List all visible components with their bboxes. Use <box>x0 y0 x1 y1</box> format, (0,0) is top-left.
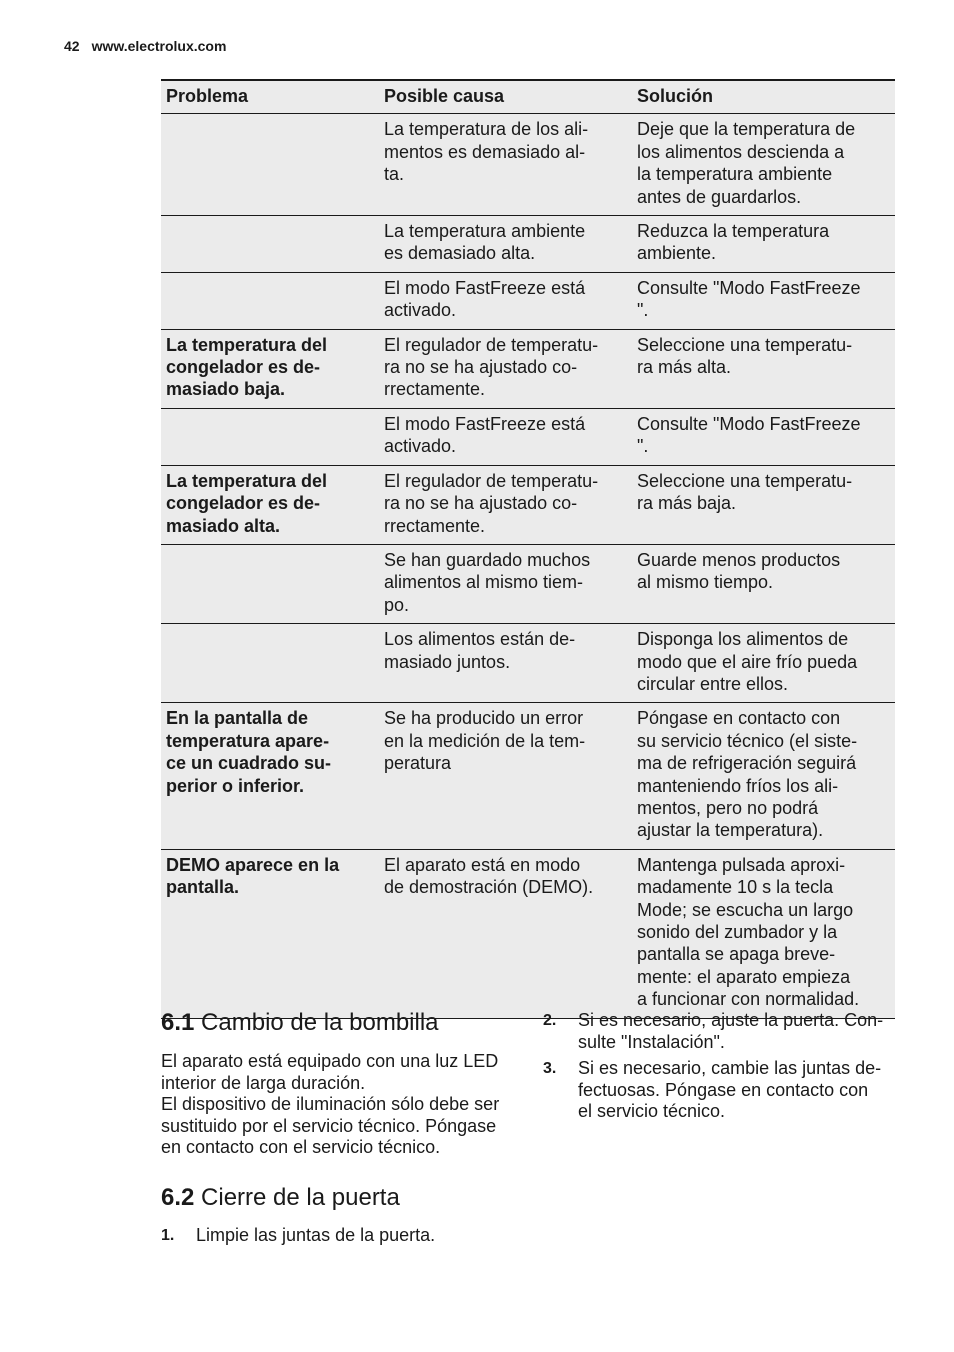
problem-cell <box>161 408 379 465</box>
cause-cell: Se han guardado muchos alimentos al mismo tiem- po. <box>379 544 632 623</box>
column-header-solution: Solución <box>632 80 895 114</box>
cause-cell: El regulador de temperatu- ra no se ha ajustado co- rrectamente. <box>379 329 632 408</box>
solution-cell: Disponga los alimentos de modo que el aire frío pueda circular entre ellos. <box>632 624 895 703</box>
page-number: 42 <box>64 38 80 54</box>
section-door <box>161 1183 521 1247</box>
column-header-problem: Problema <box>161 80 379 114</box>
step-number: 1. <box>161 1226 175 1244</box>
solution-cell: Consulte "Modo FastFreeze ". <box>632 408 895 465</box>
solution-cell: Deje que la temperatura de los alimentos descienda a la temperatura ambiente antes de guardarlos. <box>632 114 895 216</box>
step-text: Limpie las juntas de la puerta. <box>196 1224 436 1245</box>
cause-cell: La temperatura de los ali- mentos es demasiado al- ta. <box>379 114 632 216</box>
section-number: 6.1 <box>161 1009 195 1036</box>
table-row <box>161 703 895 849</box>
page-header <box>64 38 226 54</box>
table-header-row <box>161 80 895 114</box>
troubleshooting-table <box>161 79 895 1019</box>
problem-cell: DEMO aparece en la pantalla. <box>161 849 379 1018</box>
solution-cell: Seleccione una temperatu- ra más alta. <box>632 329 895 408</box>
table-row <box>161 408 895 465</box>
section-heading-bulb <box>161 1008 521 1038</box>
section-bulb <box>161 1008 521 1159</box>
cause-cell: La temperatura ambiente es demasiado alta. <box>379 216 632 273</box>
table-row <box>161 624 895 703</box>
step-text: Si es necesario, cambie las juntas de- fectuosas. Póngase en contacto con el servicio técnico. <box>578 1058 882 1121</box>
cause-cell: El regulador de temperatu- ra no se ha ajustado co- rrectamente. <box>379 465 632 544</box>
solution-cell: Guarde menos productos al mismo tiempo. <box>632 544 895 623</box>
cause-cell: El modo FastFreeze está activado. <box>379 272 632 329</box>
column-header-cause: Posible causa <box>379 80 632 114</box>
cause-cell: El modo FastFreeze está activado. <box>379 408 632 465</box>
table-row <box>161 849 895 1018</box>
table-row <box>161 544 895 623</box>
problem-cell: En la pantalla de temperatura apare- ce un cuadrado su- perior o inferior. <box>161 703 379 849</box>
website-link: www.electrolux.com <box>91 38 227 54</box>
door-steps-list-continued <box>543 1010 899 1123</box>
door-steps-list <box>161 1225 521 1247</box>
table-body <box>161 114 895 1018</box>
solution-cell: Reduzca la temperatura ambiente. <box>632 216 895 273</box>
section-title: Cierre de la puerta <box>201 1183 400 1211</box>
section-title: Cambio de la bombilla <box>201 1009 439 1036</box>
right-column <box>543 1010 899 1128</box>
problem-cell: La temperatura del congelador es de- masiado baja. <box>161 329 379 408</box>
cause-cell: El aparato está en modo de demostración (DEMO). <box>379 849 632 1018</box>
table-row <box>161 216 895 273</box>
problem-cell: La temperatura del congelador es de- masiado alta. <box>161 465 379 544</box>
step-text: Si es necesario, ajuste la puerta. Con- sulte "Instalación". <box>578 1010 884 1052</box>
solution-cell: Seleccione una temperatu- ra más baja. <box>632 465 895 544</box>
section-heading-door <box>161 1183 521 1213</box>
problem-cell <box>161 544 379 623</box>
table-row <box>161 114 895 216</box>
list-item <box>543 1058 899 1123</box>
table-row <box>161 329 895 408</box>
table-row <box>161 272 895 329</box>
problem-cell <box>161 114 379 216</box>
step-number: 3. <box>543 1060 557 1077</box>
solution-cell: Consulte "Modo FastFreeze ". <box>632 272 895 329</box>
solution-cell: Póngase en contacto con su servicio técnico (el siste- ma de refrigeración seguirá manteniendo fríos los ali- mentos, pero no podrá ajustar la temperatura). <box>632 703 895 849</box>
problem-cell <box>161 624 379 703</box>
list-item <box>161 1225 521 1247</box>
step-number: 2. <box>543 1012 557 1029</box>
list-item <box>543 1010 899 1053</box>
table-row <box>161 465 895 544</box>
section-paragraph: El aparato está equipado con una luz LED interior de larga duración. El dispositivo de iluminación sólo debe ser sustituido por el servicio técnico. Póngase en contacto con el servicio técnico. <box>161 1051 500 1157</box>
section-number: 6.2 <box>161 1183 195 1211</box>
left-column <box>161 1008 521 1251</box>
problem-cell <box>161 216 379 273</box>
cause-cell: Se ha producido un error en la medición de la tem- peratura <box>379 703 632 849</box>
solution-cell: Mantenga pulsada aproxi- madamente 10 s la tecla Mode; se escucha un largo sonido del zumbador y la pantalla se apaga breve- mente: el aparato empieza a funcionar con normalidad. <box>632 849 895 1018</box>
problem-cell <box>161 272 379 329</box>
cause-cell: Los alimentos están de- masiado juntos. <box>379 624 632 703</box>
